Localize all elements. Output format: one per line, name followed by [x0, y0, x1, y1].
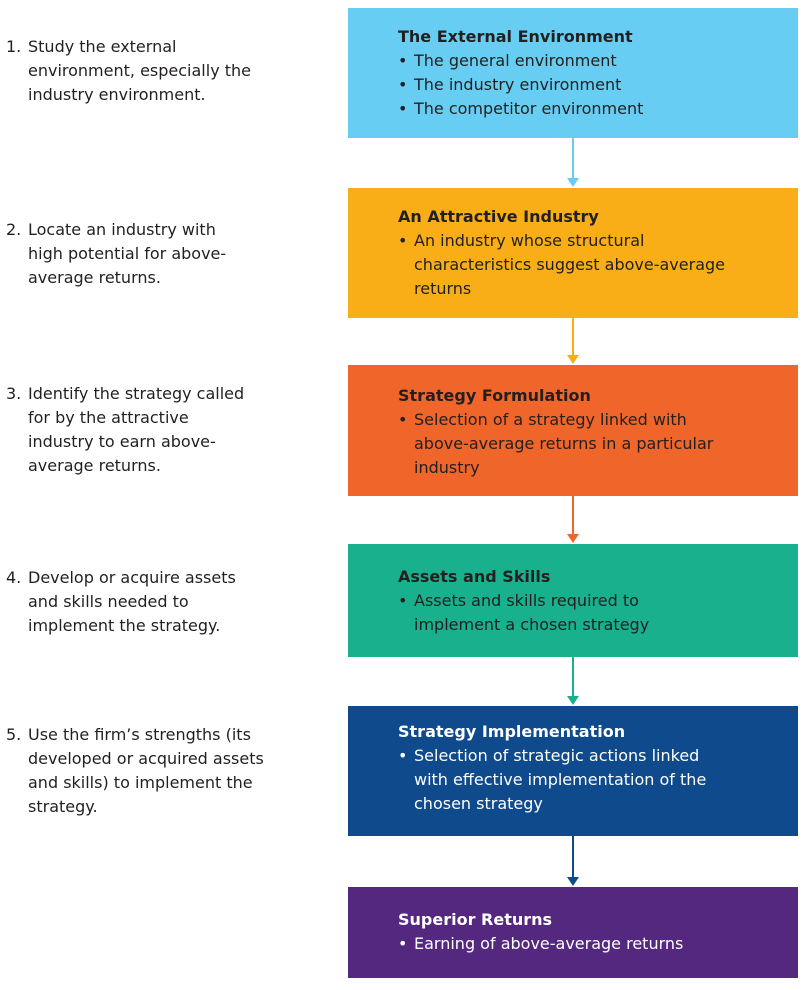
- box-external-environment: [348, 8, 798, 138]
- arrow-head-icon: [567, 355, 579, 364]
- bullet-dot: •: [398, 231, 408, 250]
- bullet-text: The general environment: [414, 51, 617, 70]
- bullet-item: [398, 744, 738, 816]
- bullet-text: The competitor environment: [414, 99, 644, 118]
- step-text: Identify the strategy called for by the attractive industry to earn above-average returns.: [28, 384, 245, 475]
- step-2: [6, 218, 246, 290]
- box-assets-and-skills: [348, 544, 798, 657]
- box-title: Strategy Implementation: [398, 722, 626, 741]
- step-4: [6, 566, 261, 638]
- step-3: [6, 382, 254, 478]
- bullet-item: [398, 589, 708, 637]
- flow-arrow-4: [572, 657, 574, 706]
- arrow-shaft: [572, 496, 574, 535]
- step-1: [6, 35, 276, 107]
- bullet-dot: •: [398, 75, 408, 94]
- arrow-head-icon: [567, 696, 579, 705]
- box-title: Assets and Skills: [398, 567, 551, 586]
- box-title: Strategy Formulation: [398, 386, 591, 405]
- bullet-text: Selection of a strategy linked with above-average returns in a particular industry: [414, 410, 714, 477]
- arrow-shaft: [572, 836, 574, 878]
- box-strategy-implementation: [348, 706, 798, 836]
- bullet-dot: •: [398, 934, 408, 953]
- box-title: Superior Returns: [398, 910, 553, 929]
- step-number: 3.: [6, 384, 22, 403]
- box-title: An Attractive Industry: [398, 207, 599, 226]
- bullet-item: [398, 49, 778, 73]
- bullet-item: [398, 408, 730, 480]
- box-title: The External Environment: [398, 27, 633, 46]
- bullet-item: [398, 229, 728, 301]
- bullet-text: An industry whose structural characteristics suggest above-average returns: [414, 231, 725, 298]
- bullet-item: [398, 97, 778, 121]
- bullet-text: Assets and skills required to implement a chosen strategy: [414, 591, 650, 634]
- flow-arrow-3: [572, 496, 574, 544]
- arrow-shaft: [572, 318, 574, 356]
- step-text: Use the firm’s strengths (its developed or acquired assets and skills) to implement the strategy.: [28, 725, 264, 816]
- arrow-head-icon: [567, 877, 579, 886]
- step-text: Study the external environment, especially the industry environment.: [28, 37, 251, 104]
- bullet-dot: •: [398, 410, 408, 429]
- step-number: 4.: [6, 568, 22, 587]
- flow-arrow-1: [572, 138, 574, 188]
- step-text: Locate an industry with high potential for above-average returns.: [28, 220, 227, 287]
- bullet-text: The industry environment: [414, 75, 622, 94]
- step-number: 1.: [6, 37, 22, 56]
- bullet-text: Earning of above-average returns: [414, 934, 684, 953]
- bullet-item: [398, 932, 778, 956]
- box-superior-returns: [348, 887, 798, 978]
- bullet-dot: •: [398, 591, 408, 610]
- box-attractive-industry: [348, 188, 798, 318]
- bullet-item: [398, 73, 778, 97]
- arrow-head-icon: [567, 178, 579, 187]
- bullet-text: Selection of strategic actions linked with effective implementation of the chosen strategy: [414, 746, 707, 813]
- box-strategy-formulation: [348, 365, 798, 496]
- step-number: 5.: [6, 725, 22, 744]
- arrow-shaft: [572, 657, 574, 697]
- bullet-dot: •: [398, 51, 408, 70]
- flow-arrow-2: [572, 318, 574, 365]
- bullet-dot: •: [398, 99, 408, 118]
- flow-arrow-5: [572, 836, 574, 887]
- step-5: [6, 723, 281, 819]
- arrow-head-icon: [567, 534, 579, 543]
- bullet-dot: •: [398, 746, 408, 765]
- step-number: 2.: [6, 220, 22, 239]
- arrow-shaft: [572, 138, 574, 179]
- step-text: Develop or acquire assets and skills needed to implement the strategy.: [28, 568, 236, 635]
